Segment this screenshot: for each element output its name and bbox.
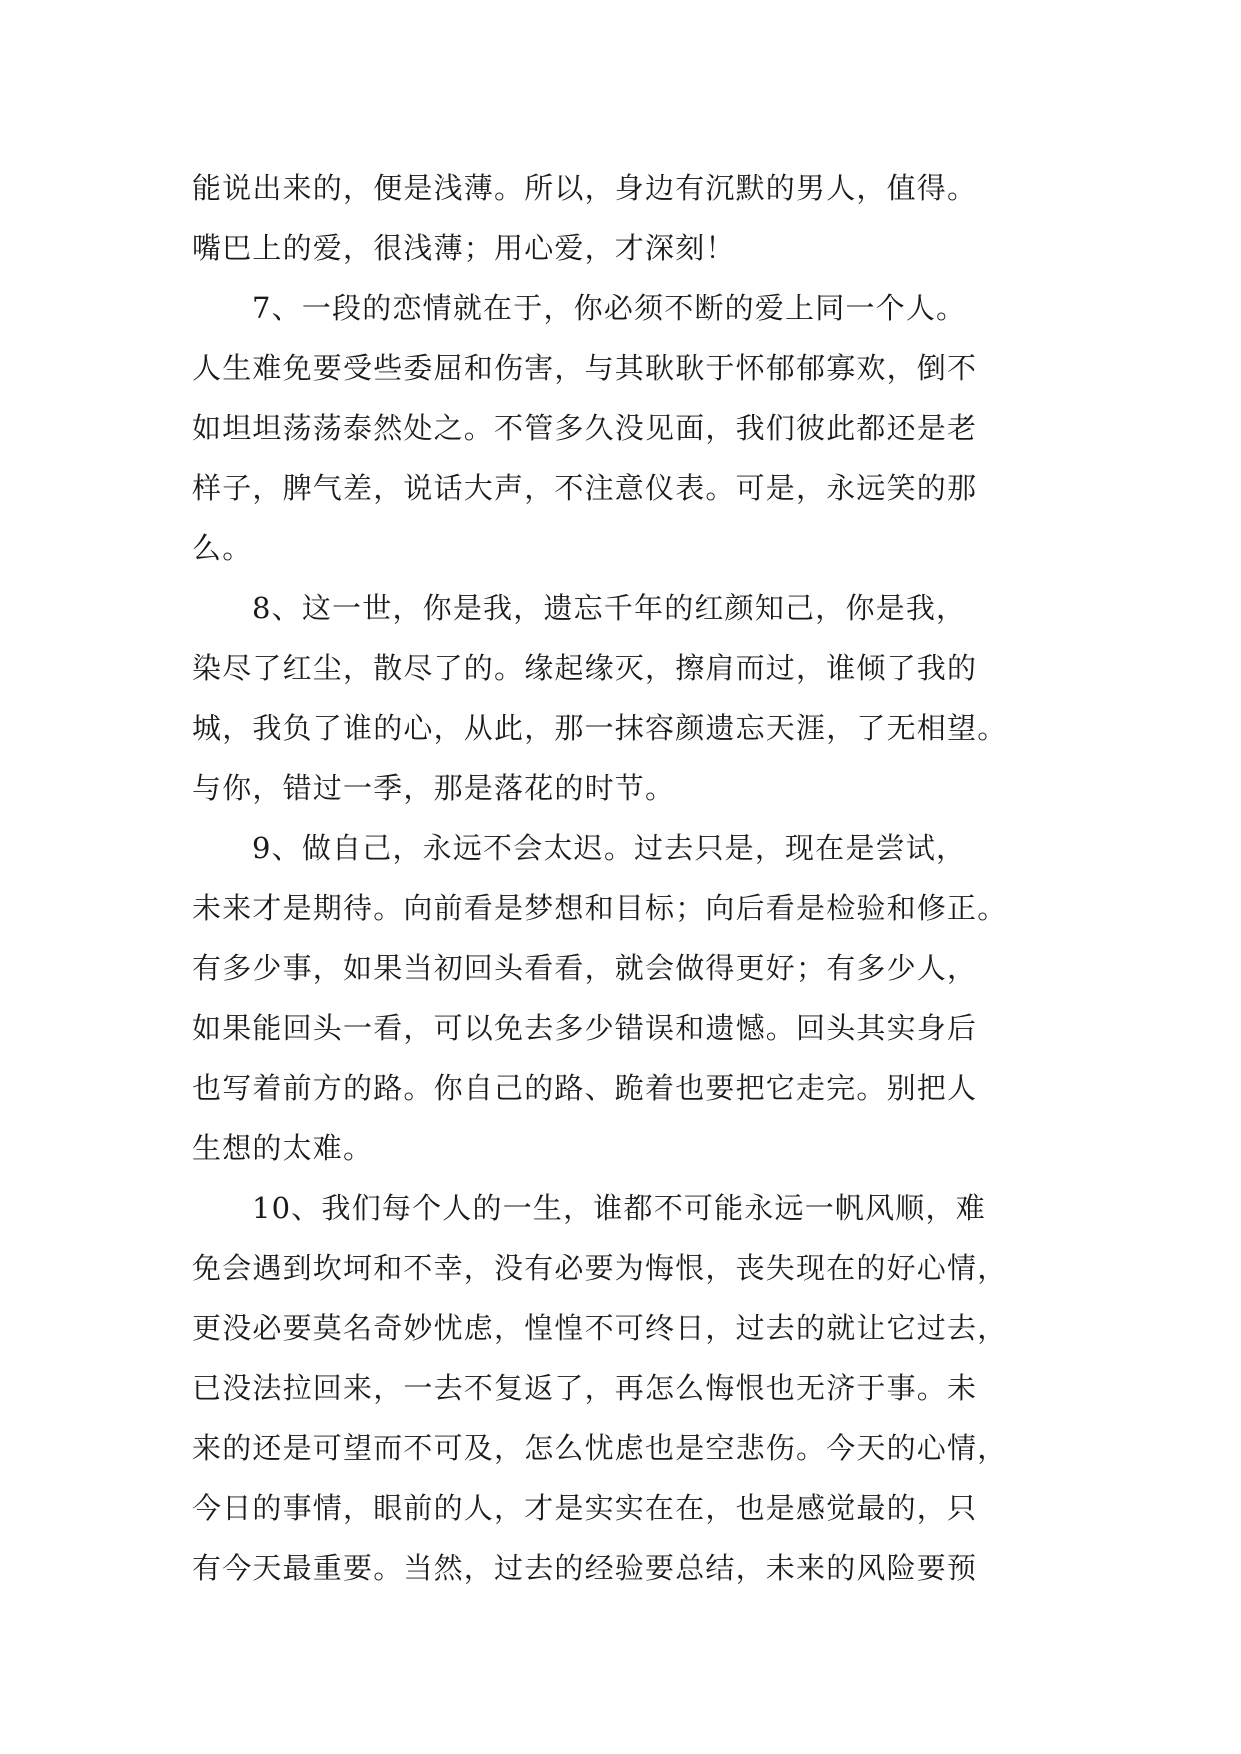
text-line: 今日的事情，眼前的人，才是实实在在，也是感觉最的，只 [192,1491,978,1525]
text-line: 染尽了红尘，散尽了的。缘起缘灭，擦肩而过，谁倾了我的 [192,651,978,685]
text-line: 人生难免要受些委屈和伤害，与其耿耿于怀郁郁寡欢，倒不 [192,351,978,385]
text-line: 来的还是可望而不可及，怎么忧虑也是空悲伤。今天的心情， [192,1431,1008,1465]
document-body [192,158,1072,1598]
text-line: 如坦坦荡荡泰然处之。不管多久没见面，我们彼此都还是老 [192,411,978,445]
paragraph-9-start: 9、做自己，永远不会太迟。过去只是，现在是尝试， [252,831,967,865]
text-line: 免会遇到坎坷和不幸，没有必要为悔恨，丧失现在的好心情， [192,1251,1008,1285]
text-line: 如果能回头一看，可以免去多少错误和遗憾。回头其实身后 [192,1011,978,1045]
paragraph-8-start: 8、这一世，你是我，遗忘千年的红颜知己，你是我， [252,591,967,625]
text-line: 未来才是期待。向前看是梦想和目标；向后看是检验和修正。 [192,891,1008,925]
text-line: 有今天最重要。当然，过去的经验要总结，未来的风险要预 [192,1551,978,1585]
text-line: 么。 [192,531,253,565]
text-line: 样子，脾气差，说话大声，不注意仪表。可是，永远笑的那 [192,471,978,505]
text-line: 有多少事，如果当初回头看看，就会做得更好；有多少人， [192,951,978,985]
text-line: 能说出来的，便是浅薄。所以，身边有沉默的男人，值得。 [192,171,978,205]
text-line: 更没必要莫名奇妙忧虑，惶惶不可终日，过去的就让它过去， [192,1311,1008,1345]
paragraph-7-start: 7、一段的恋情就在于，你必须不断的爱上同一个人。 [252,291,967,325]
text-line: 城，我负了谁的心，从此，那一抹容颜遗忘天涯，了无相望。 [192,711,1008,745]
text-line: 已没法拉回来，一去不复返了，再怎么悔恨也无济于事。未 [192,1371,978,1405]
text-line: 与你，错过一季，那是落花的时节。 [192,771,676,805]
text-line: 生想的太难。 [192,1131,374,1165]
paragraph-10-start: 10、我们每个人的一生，谁都不可能永远一帆风顺，难 [252,1191,986,1225]
text-line: 嘴巴上的爱，很浅薄；用心爱，才深刻！ [192,231,736,265]
text-line: 也写着前方的路。你自己的路、跪着也要把它走完。别把人 [192,1071,978,1105]
